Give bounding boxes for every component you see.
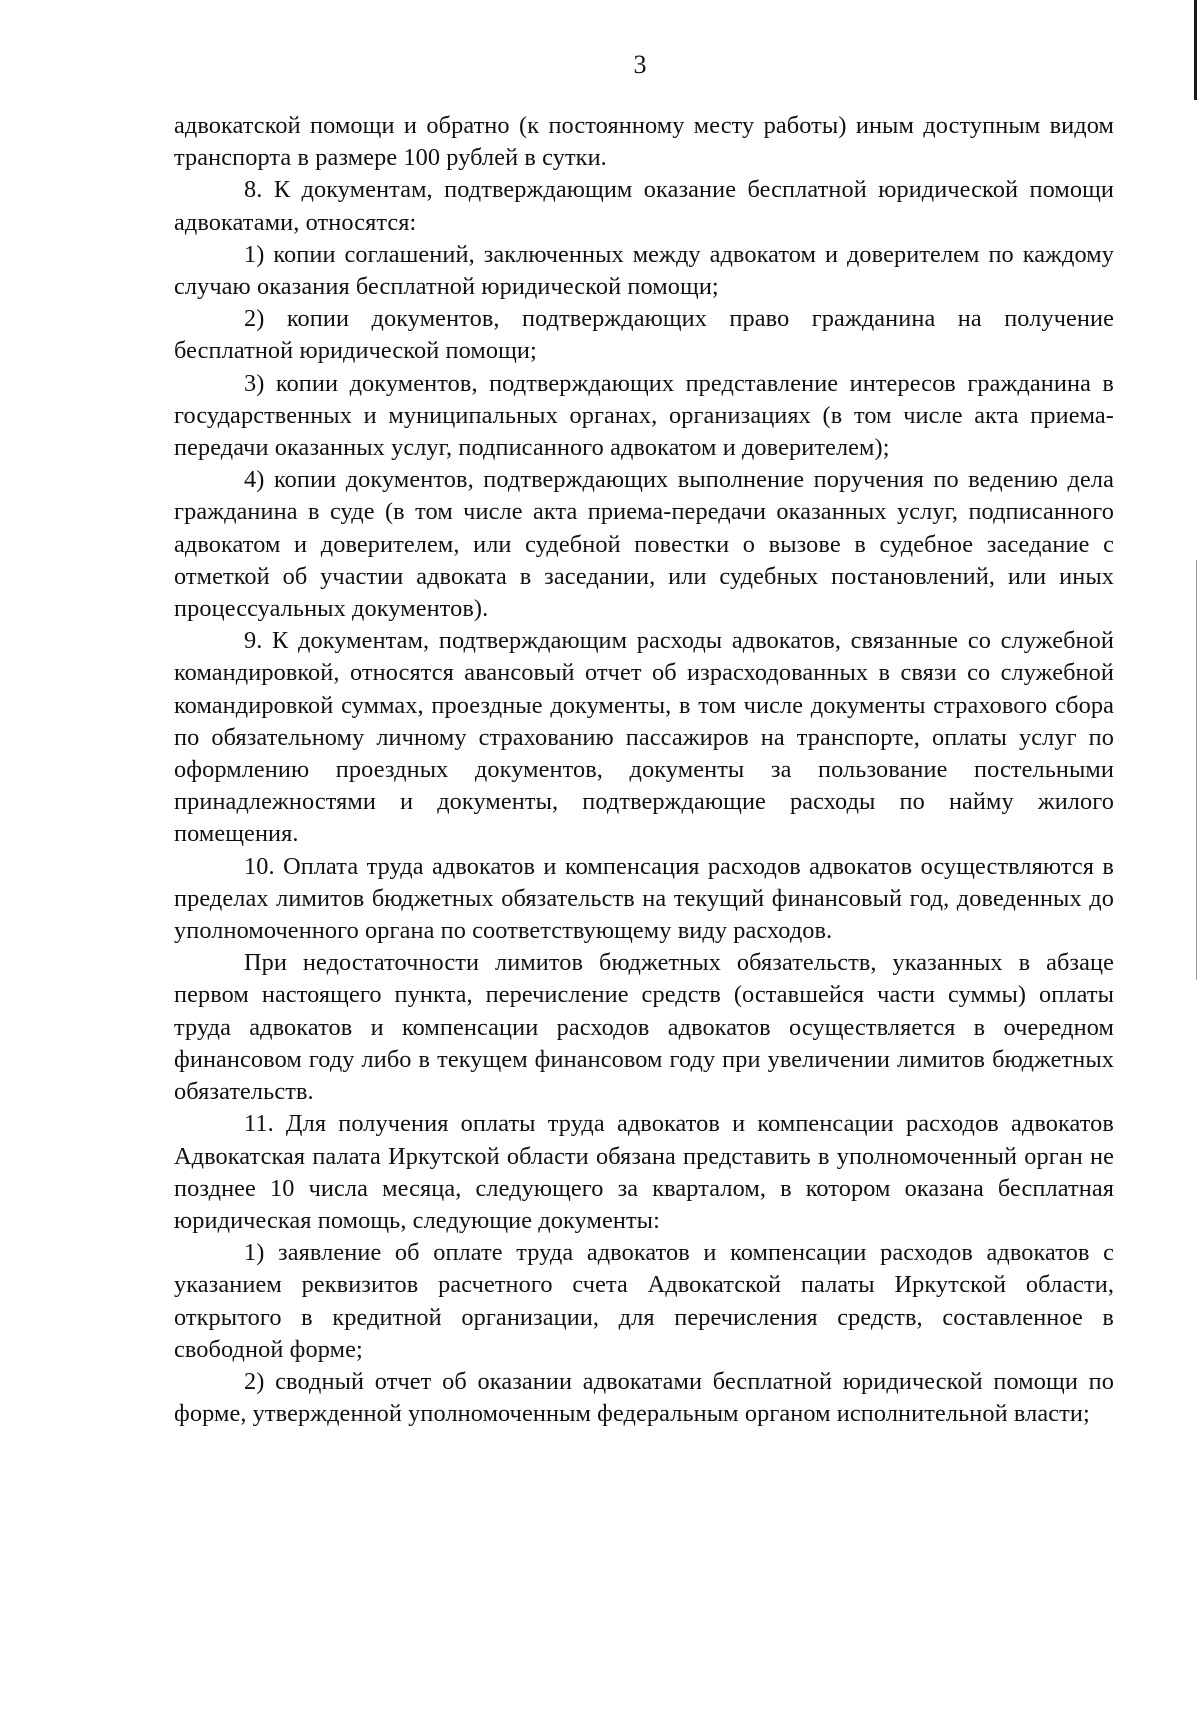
scan-edge-line	[1196, 560, 1197, 980]
paragraph-subitem-8-3: 3) копии документов, подтверждающих представление интересов гражданина в государственных и муниципальных органах, организациях (в том числе акта приема-передачи оказанных услуг, подписанного адвокатом и доверителем);	[174, 369, 1114, 462]
page-number: 3	[633, 50, 647, 79]
paragraph-subitem-8-4: 4) копии документов, подтверждающих выполнение поручения по ведению дела гражданина в суде (в том числе акта приема-передачи оказанных услуг, подписанного адвокатом и доверителем, или судебной повестки о вызове в судебное заседание с отметкой об участии адвоката в заседании, или судебных постановлений, или иных процессуальных документов).	[174, 466, 1114, 623]
paragraph-item-10-second: При недостаточности лимитов бюджетных обязательств, указанных в абзаце первом настоящего пункта, перечисление средств (оставшейся части суммы) оплаты труда адвокатов и компенсации расходов адвокатов осуществляется в очередном финансовом году либо в текущем финансовом году при увеличении лимитов бюджетных обязательств.	[174, 949, 1114, 1106]
paragraph-continuation: адвокатской помощи и обратно (к постоянному месту работы) иным доступным видом транспорта в размере 100 рублей в сутки.	[174, 112, 1114, 172]
document-body	[174, 110, 1114, 1430]
paragraph-item-11: 11. Для получения оплаты труда адвокатов и компенсации расходов адвокатов Адвокатская палата Иркутской области обязана представить в уполномоченный орган не позднее 10 числа месяца, следующего за кварталом, в котором оказана бесплатная юридическая помощь, следующие документы:	[174, 1110, 1114, 1234]
paragraph-item-10: 10. Оплата труда адвокатов и компенсация расходов адвокатов осуществляются в пределах лимитов бюджетных обязательств на текущий финансовый год, доведенных до уполномоченного органа по соответствующему виду расходов.	[174, 852, 1114, 945]
paragraph-item-9: 9. К документам, подтверждающим расходы адвокатов, связанные со служебной командировкой, относятся авансовый отчет об израсходованных в связи со служебной командировкой суммах, проездные документы, в том числе документы страхового сбора по обязательному личному страхованию пассажиров на транспорте, оплаты услуг по оформлению проездных документов, документы за пользование постельными принадлежностями и документы, подтверждающие расходы по найму жилого помещения.	[174, 627, 1114, 848]
paragraph-subitem-11-1: 1) заявление об оплате труда адвокатов и компенсации расходов адвокатов с указанием реквизитов расчетного счета Адвокатской палаты Иркутской области, открытого в кредитной организации, для перечисления средств, составленное в свободной форме;	[174, 1239, 1114, 1363]
paragraph-subitem-8-1: 1) копии соглашений, заключенных между адвокатом и доверителем по каждому случаю оказания бесплатной юридической помощи;	[174, 240, 1114, 301]
paragraph-item-8: 8. К документам, подтверждающим оказание бесплатной юридической помощи адвокатами, относятся:	[174, 176, 1114, 236]
paragraph-subitem-11-2: 2) сводный отчет об оказании адвокатами бесплатной юридической помощи по форме, утвержденной уполномоченным федеральным органом исполнительной власти;	[174, 1367, 1114, 1428]
paragraph-subitem-8-2: 2) копии документов, подтверждающих право гражданина на получение бесплатной юридической помощи;	[174, 305, 1114, 365]
